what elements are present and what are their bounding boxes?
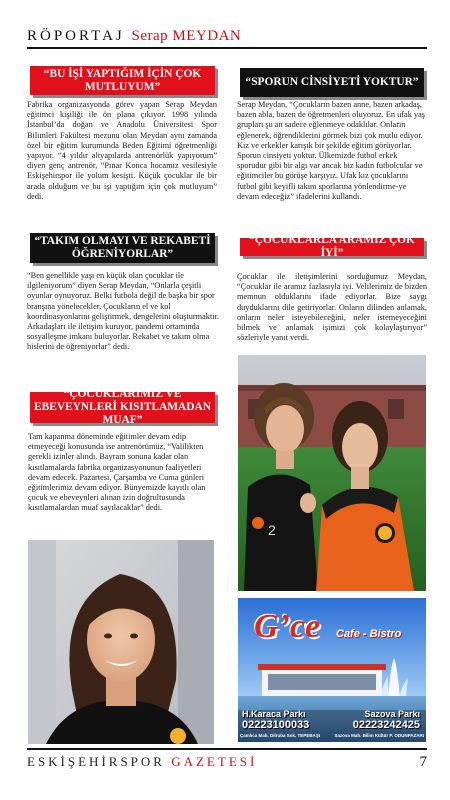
page-footer: [27, 754, 427, 774]
ad-left-location: H.Karaca Parkı: [242, 709, 306, 719]
paragraph-iliski: Çocuklar ile iletişimlerini sorduğumuz Meydan, “Çocuklar ile aramız fazlasıyla iyi. Velilerimiz de bizden memnun olduklarını ifade ediyorlar. Bize saygı duyduklarını dile getiriyorlar. Onların dilinden anlamak, onların neler isteyebileceğini, neler istemeyeceğini bilmek ve anlamak işimizi çok kolaylaştırıyor” sözleriyle yanıt verdi.: [237, 272, 427, 343]
headline-text: “ÇOCUKLARIMIZ VE EBEVEYNLERİ KISITLAMADAN MUAF”: [34, 388, 211, 426]
headline-box-muaf: [30, 388, 215, 426]
headline-box-cinsiyet: [240, 68, 424, 97]
header-title: [27, 28, 241, 45]
header-rule: [27, 47, 427, 49]
page-header: [27, 26, 427, 52]
jersey-number: 2: [268, 522, 276, 538]
page-number: 7: [419, 754, 427, 770]
footer-brand: ESKİŞEHİRSPOR: [27, 754, 165, 769]
ad-right-phone: 02223242425: [352, 719, 420, 731]
headline-text: “ÇOCUKLARLA ARAMIZ ÇOK İYİ”: [249, 234, 415, 259]
headline-text: “SPORUN CİNSİYETİ YOKTUR”: [245, 76, 419, 88]
ad-left-address: Çamlıca Mah. Dilruba Sok. TEPEBAŞI: [240, 733, 321, 738]
photo-illustration: [238, 355, 426, 591]
ad-right-location: Sazova Parkı: [364, 709, 420, 719]
ad-logo: G’ce: [254, 608, 321, 645]
ad-right-address: Sazova Mah. Bilim Kültür P. ODUNPAZARI: [334, 733, 424, 738]
paragraph-takim: “Ben genellikle yaşı en küçük olan çocuklar ile ilgileniyorum” diyen Serap Meydan, “Onlarla çeşitli oyunlar oynuyoruz. Belki futbola değil de başka bir spor branşına yönelecekler. Çocukların el ve kol koordinasyonlarını geliştirmek, dengelerini oluşturmaktır. Arkadaşları ile iletişim kuruyor, pandemi ortamında sosyalleşme imkanı buluyorlar. Rekabet ve takım olma hislerini de öğreniyorlar” dedi.: [27, 271, 219, 352]
header-section: RÖPORTAJ: [27, 28, 125, 44]
paragraph-intro: Fabrika organizasyonda görev yapan Serap Meydan eğitimci kişiliği ile ön plana çıkıyor. 1998 yılında İstanbul’da doğan ve Anadolu Üniversitesi Spor Bilimleri Fakültesi mezunu olan Meydan aynı zamanda özel bir eğitim kurumunda Beden Eğitimi öğretmenliği yapıyor. “4 yıldır altyapılarda antrenörlük yapıyorum” diyen genç antrenör, “Pınar Konca hocamız vesilesiyle Eskişehirspor ile yolum kesişti. Küçük çocuklar ile bir arada olduğum ve bu işi yaptığım için çok mutluyum” dedi.: [27, 100, 217, 201]
ad-gce-cafe: [238, 598, 426, 742]
headline-text: “BU İŞİ YAPTIĞIM İÇİN ÇOK MUTLUYUM”: [43, 67, 202, 93]
ad-left-phone: 02223100033: [242, 719, 310, 731]
photo-serap-portrait: [28, 540, 214, 744]
footer-rule: [27, 748, 427, 750]
portrait-illustration: [28, 540, 214, 744]
headline-box-rekabet: [30, 233, 215, 263]
headline-box-mutluyum: [30, 66, 215, 95]
paragraph-kisitlama: Tam kapanma döneminde eğitimler devam edip etmeyeceği konusunda ise antrenörümüz, “Valilikten gerekli izinler alındı. Bayram sonuna kadar olan kısıtlamalarda fabrika organizasyonunun faaliyetleri devam edecek. Pazartesi, Çarşamba ve Cuma günleri eğitimlerimiz devam ediyor. Bünyemizde kayıtlı olan çocuk ve ebeveynleri alınan izin doğrultusunda kısıtlamalardan muaf sayılacaklar” dedi.: [28, 432, 206, 513]
paragraph-cinsiyet: Serap Meydan, “Çocukların bazen anne, bazen arkadaş, bazen abla, bazen de öğretmenleri oluyoruz. En ufak yaş grupları şu an sadece eğlenmeye odaklılar. Onların eğlenerek, öğrendiklerini görmek bizi çok mutlu ediyor. Kız ve erkekler karışık bir şekilde eğitim görüyorlar. Sporun cinsiyeti yoktur. Ülkemizde futbol erkek sporudur gibi bir algı var ancak biz kadın futbolcular ve eğitimciler bu görüşe karşıyız. Ufak kız çocuklarını futbol gibi keyifli takım sporlarına yönlendirme-ye devam edeceğiz” ifadelerini kullandı.: [237, 100, 425, 201]
footer-brand-red: GAZETESİ: [171, 754, 258, 769]
ad-tagline: Cafe - Bistro: [336, 628, 402, 640]
photo-serap-with-player: [238, 355, 426, 591]
headline-text: “TAKIM OLMAYI VE REKABETİ ÖĞRENİYORLAR”: [34, 235, 211, 260]
header-person-name: Serap MEYDAN: [131, 28, 242, 44]
headline-box-iyi: [240, 234, 424, 259]
